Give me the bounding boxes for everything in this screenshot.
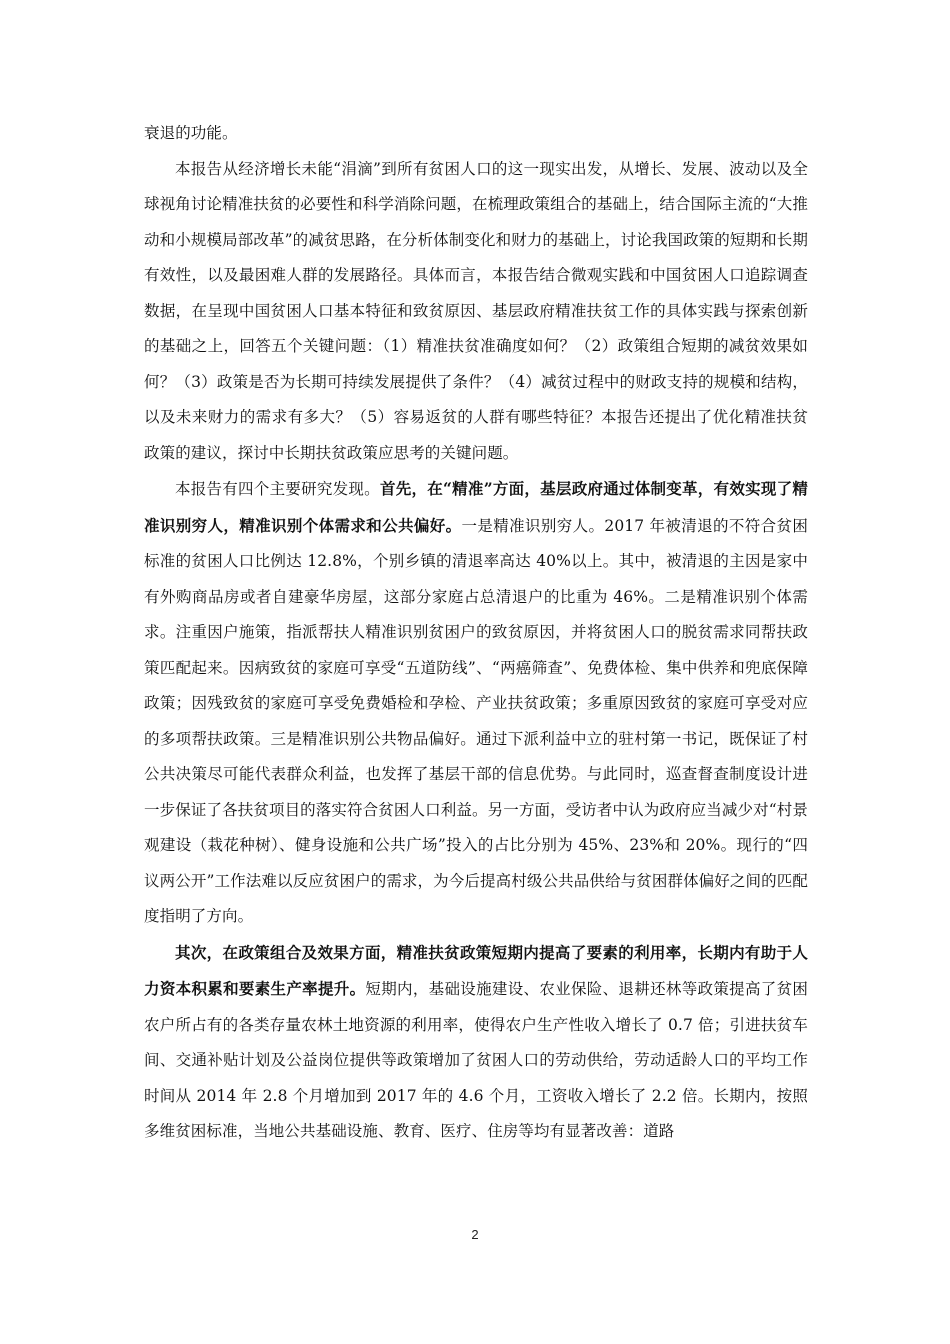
paragraph-text: 本报告从经济增长未能“涓滴”到所有贫困人口的这一现实出发，从增长、发展、波动以及全球视角讨论精准扶贫的必要性和科学消除问题，在梳理政策组合的基础上，结合国际主流的“大推动和小规模局部改革”的减贫思路，在分析体制变化和财力的基础上，讨论我国政策的短期和长期有效性，以及最困难人群的发展路径。具体而言，本报告结合微观实践和中国贫困人口追踪调查数据，在呈现中国贫困人口基本特征和致贫原因、基层政府精准扶贫工作的具体实践与探索创新的基础之上，回答五个关键问题：（1）精准扶贫准确度如何？（2）政策组合短期的减贫效果如何？（3）政策是否为长期可持续发展提供了条件？（4）减贫过程中的财政支持的规模和结构，以及未来财力的需求有多大？（5）容易返贫的人群有哪些特征？本报告还提出了优化精准扶贫政策的建议，探讨中长期扶贫政策应思考的关键问题。 bbox=[144, 159, 808, 462]
body-text bbox=[144, 116, 808, 1150]
paragraph-text: 一是精准识别穷人。2017 年被清退的不符合贫困标准的贫困人口比例达 12.8%，个别乡镇的清退率高达 40%以上。其中，被清退的主因是家中有外购商品房或者自建豪华房屋，这部分家庭占总清退户的比重为 46%。二是精准识别个体需求。注重因户施策，指派帮扶人精准识别贫困户的致贫原因，并将贫困人口的脱贫需求同帮扶政策匹配起来。因病致贫的家庭可享受“五道防线”、“两癌筛查”、免费体检、集中供养和兜底保障政策；因残致贫的家庭可享受免费婚检和孕检、产业扶贫政策；多重原因致贫的家庭可享受对应的多项帮扶政策。三是精准识别公共物品偏好。通过下派利益中立的驻村第一书记，既保证了村公共决策尽可能代表群众利益，也发挥了基层干部的信息优势。与此同时，巡查督查制度设计进一步保证了各扶贫项目的落实符合贫困人口利益。另一方面，受访者中认为政府应当减少对“村景观建设（栽花种树）、健身设施和公共广场”投入的占比分别为 45%、23%和 20%。现行的“四议两公开”工作法难以反应贫困户的需求，为今后提高村级公共品供给与贫困群体偏好之间的匹配度指明了方向。 bbox=[144, 516, 808, 925]
paragraph-bold-heading: 首先，在“精准”方面，基层政府通过体制变革，有效实现了精准识别穷人，精准识别个体需求和公共偏好。 bbox=[144, 479, 808, 535]
paragraph-text: 短期内，基础设施建设、农业保险、退耕还林等政策提高了贫困农户所占有的各类存量农林土地资源的利用率，使得农户生产性收入增长了 0.7 倍；引进扶贫车间、交通补贴计划及公益岗位提供等政策增加了贫困人口的劳动供给，劳动适龄人口的平均工作时间从 2014 年 2.8 个月增加到 2017 年的 4.6 个月，工资收入增长了 2.2 倍。长期内，按照多维贫困标准，当地公共基础设施、教育、医疗、住房等均有显著改善：道路 bbox=[144, 980, 808, 1140]
page-number: 2 bbox=[471, 1227, 479, 1242]
paragraph-findings-second bbox=[144, 935, 808, 1150]
paragraph-findings-first bbox=[144, 471, 808, 935]
paragraph-lead: 本报告有四个主要研究发现。 bbox=[175, 480, 380, 498]
paragraph-continuation bbox=[144, 116, 808, 152]
paragraph-bold-heading: 其次，在政策组合及效果方面，精准扶贫政策短期内提高了要素的利用率，长期内有助于人力资本积累和要素生产率提升。 bbox=[144, 942, 808, 998]
paragraph-report-overview bbox=[144, 152, 808, 472]
paragraph-text: 衰退的功能。 bbox=[144, 124, 238, 142]
